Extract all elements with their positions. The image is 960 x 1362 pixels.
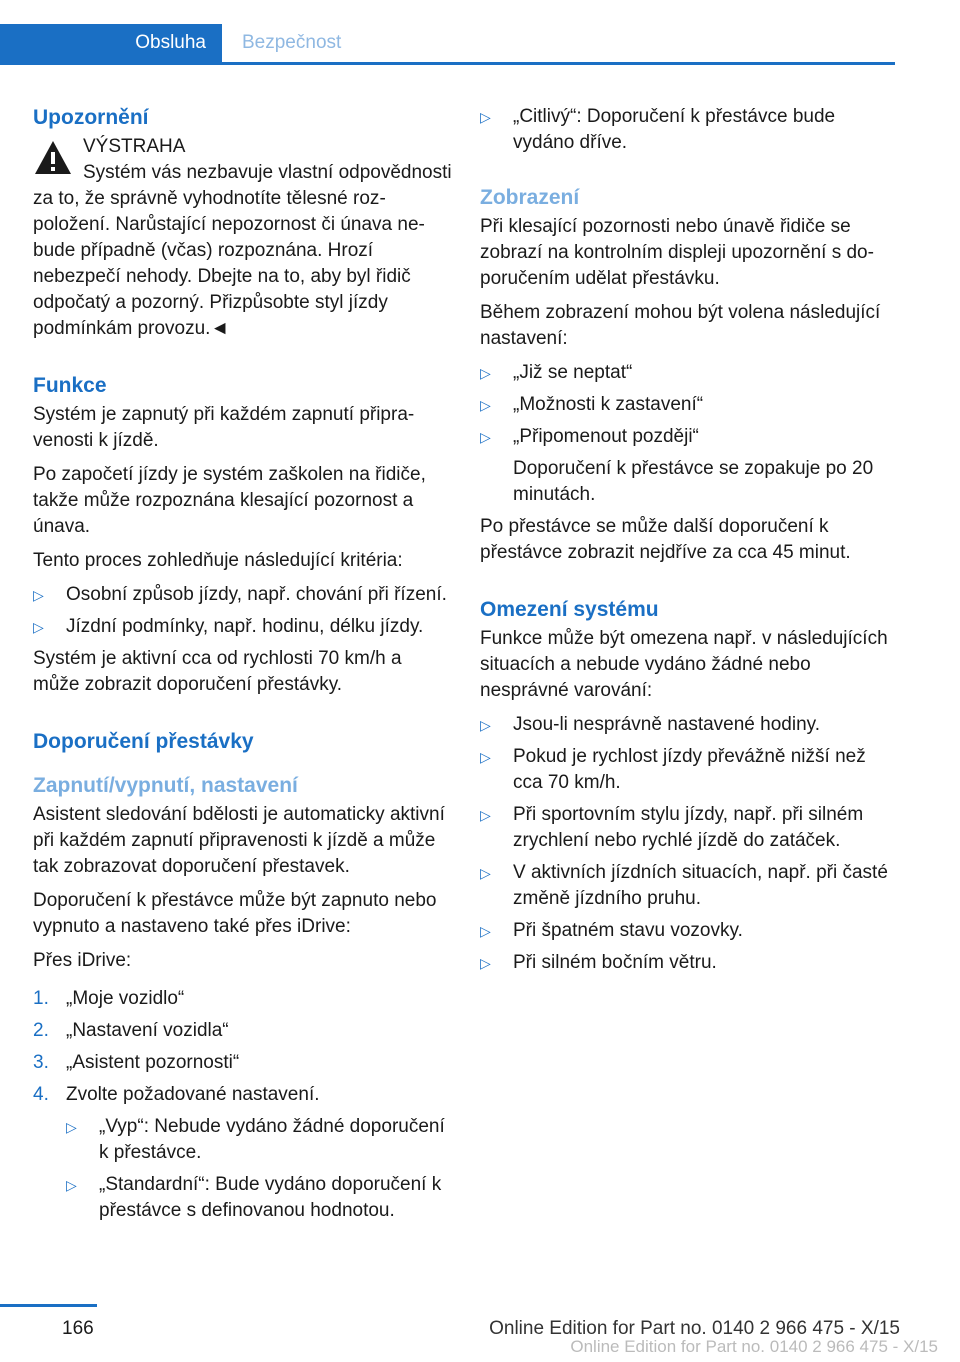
paragraph: Přes iDrive:	[33, 950, 132, 971]
remind-note: Doporučení k přestávce se zopakuje po 20 minutách.	[513, 458, 874, 505]
list-item: ▷ V aktivních jízdních situacích, např. při časté změně jízdního pruhu.	[480, 862, 888, 909]
list-item: ▷ „Standardní“: Bude vydáno doporučení k přestávce s definovanou hodnotou.	[66, 1174, 442, 1221]
warning-triangle-icon	[33, 138, 73, 178]
paragraph: Při klesající pozornosti nebo únavě řidiče se zobrazí na kontrolním displeji upozornění s doporučením udělat přestávku.	[480, 216, 874, 289]
paragraph: Systém je aktivní cca od rychlosti 70 km/h a může zobrazit doporučení přestávky.	[33, 648, 402, 695]
right-column	[480, 104, 900, 982]
heading-omezeni: Omezení systému	[480, 598, 659, 621]
warning-text: Systém vás nezbavuje vlastní odpovědnosti za to, že správně vyhodnotíte tělesné rozpoložení. Narůstající nepozornost či únava nebude případně (včas) rozpoznána. Hrozí nebezpečí nehody. Dbejte na to, aby byl řidič odpočatý a pozorný. Přizpůsobte styl jízdy podmínkám provozu.◄	[33, 162, 452, 339]
watermark: Online Edition for Part no. 0140 2 966 475 - X/15	[570, 1337, 938, 1356]
list-item: ▷ Pokud je rychlost jízdy převážně nižší než cca 70 km/h.	[480, 746, 866, 793]
edition-text: Online Edition for Part no. 0140 2 966 475 - X/15	[489, 1318, 900, 1339]
list-item: ▷ „Citlivý“: Doporučení k přestávce bude vydáno dříve.	[480, 106, 836, 153]
bullet-triangle-icon: ▷	[480, 365, 491, 381]
bullet-triangle-icon: ▷	[480, 807, 491, 823]
bullet-triangle-icon: ▷	[33, 619, 44, 635]
paragraph: Během zobrazení mohou být volena následující nastavení:	[480, 302, 881, 349]
list-item: ▷ Při špatném stavu vozovky.	[480, 918, 900, 944]
list-item: ▷ Jsou-li nesprávně nastavené hodiny.	[480, 712, 900, 738]
warning-title: VÝSTRAHA	[83, 136, 186, 157]
paragraph: Po započetí jízdy je systém zaškolen na řidiče, takže může rozpoznána klesající pozornost a únava.	[33, 464, 426, 537]
heading-zobrazeni: Zobrazení	[480, 186, 580, 209]
bullet-triangle-icon: ▷	[66, 1177, 77, 1193]
tab-bezpecnost[interactable]: Bezpečnost	[242, 32, 342, 53]
bullet-triangle-icon: ▷	[66, 1119, 77, 1135]
paragraph: Tento proces zohledňuje následující kritéria:	[33, 550, 403, 571]
heading-zapnuti: Zapnutí/vypnutí, nastavení	[33, 774, 298, 797]
paragraph: Funkce může být omezena např. v následujících situacích a nebude vydáno žádné nebo nesprávné varování:	[480, 628, 888, 701]
heading-funkce: Funkce	[33, 374, 107, 397]
list-item: 2. „Nastavení vozidla“	[33, 1020, 229, 1041]
list-item: ▷ „Připomenout později“	[480, 424, 900, 450]
list-item: 4. Zvolte požadované nastavení.	[33, 1084, 320, 1105]
list-item: ▷ „Vyp“: Nebude vydáno žádné doporučení k přestávce.	[66, 1116, 445, 1163]
bullet-triangle-icon: ▷	[33, 587, 44, 603]
paragraph: Systém je zapnutý při každém zapnutí připravenosti k jízdě.	[33, 404, 415, 451]
list-item: 3. „Asistent pozornosti“	[33, 1052, 240, 1073]
list-item: ▷ „Již se neptat“	[480, 360, 900, 386]
heading-doporuceni: Doporučení přestávky	[33, 730, 254, 753]
bullet-triangle-icon: ▷	[480, 749, 491, 765]
page-number: 166	[62, 1318, 94, 1339]
paragraph: Asistent sledování bdělosti je automaticky aktivní při každém zapnutí připravenosti k jízdě a může tak zobrazovat doporučení přestavek.	[33, 804, 445, 877]
bullet-triangle-icon: ▷	[480, 923, 491, 939]
list-item: ▷ „Možnosti k zastavení“	[480, 392, 900, 418]
bullet-triangle-icon: ▷	[480, 865, 491, 881]
paragraph: Po přestávce se může další doporučení k přestávce zobrazit nejdříve za cca 45 minut.	[480, 516, 851, 563]
bullet-triangle-icon: ▷	[480, 717, 491, 733]
chapter-tabs	[0, 24, 895, 65]
footer-rule	[0, 1304, 97, 1307]
bullet-triangle-icon: ▷	[480, 955, 491, 971]
heading-upozorneni: Upozornění	[33, 106, 149, 129]
list-item: 1. „Moje vozidlo“	[33, 988, 185, 1009]
left-column	[33, 104, 453, 1230]
list-item: ▷ Jízdní podmínky, např. hodinu, délku jízdy.	[33, 614, 453, 640]
paragraph: Doporučení k přestávce může být zapnuto nebo vypnuto a nastaveno také přes iDrive:	[33, 890, 437, 937]
bullet-triangle-icon: ▷	[480, 429, 491, 445]
list-item: ▷ Při silném bočním větru.	[480, 950, 900, 976]
bullet-triangle-icon: ▷	[480, 397, 491, 413]
list-item: ▷ Osobní způsob jízdy, např. chování při řízení.	[33, 582, 453, 608]
list-item: ▷ Při sportovním stylu jízdy, např. při silném zrychlení nebo rychlé jízdě do zatáček.	[480, 804, 864, 851]
tab-obsluha[interactable]: Obsluha	[0, 24, 222, 62]
bullet-triangle-icon: ▷	[480, 109, 491, 125]
warning-block	[33, 134, 453, 342]
